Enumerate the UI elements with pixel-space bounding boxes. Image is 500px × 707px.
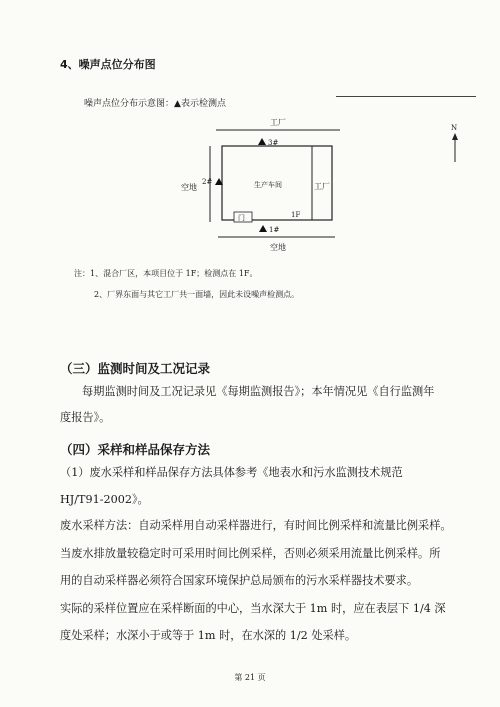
label-top-factory: 工厂 — [270, 118, 286, 127]
section4-line-7: 度处采样；水深小于或等于 1m 时，在水深的 1/2 处采样。 — [60, 629, 357, 642]
section4-line-6: 实际的采样位置应在采样断面的中心，当水深大于 1m 时，应在表层下 1/4 深 — [60, 602, 446, 615]
section3-title: （三）监测时间及工况记录 — [60, 361, 211, 376]
section3-line-1: 每期监测时间及工况记录见《每期监测报告》；本年情况见《自行监测年 — [82, 385, 435, 398]
section4-line-2: HJ/T91-2002》。 — [60, 493, 149, 506]
section-title-noise-map: 4、噪声点位分布图 — [60, 58, 156, 71]
section4-line-5: 用的自动采样器必须符合国家环境保护总局颁布的污水采样器技术要求。 — [60, 574, 419, 587]
section4-line-1: （1）废水采样和样品保存方法具体参考《地表水和污水监测技术规范 — [60, 466, 403, 479]
note-1: 注：1、混合厂区，本项目位于 1F；检测点在 1F。 — [74, 269, 258, 278]
section4-line-3: 废水采样方法：自动采样用自动采样器进行，有时间比例采样和流量比例采样。 — [60, 519, 452, 532]
page-number: 第 21 页 — [234, 673, 266, 682]
label-point3: 3# — [268, 139, 279, 147]
label-workshop: 生产车间 — [254, 181, 282, 189]
legend-triangle-icon: ▲ — [174, 99, 181, 109]
section3-line-2: 度报告》。 — [60, 411, 111, 424]
caption-text: 噪声点位分布示意图： — [84, 99, 175, 109]
point3-triangle-icon — [258, 138, 266, 145]
north-arrowhead-icon — [452, 133, 458, 140]
label-point1: 1# — [269, 226, 280, 234]
label-bottom-empty: 空地 — [270, 243, 286, 252]
label-floor: 1F — [291, 211, 301, 219]
label-right-factory: 工厂 — [314, 182, 330, 191]
label-door: 门 — [238, 214, 245, 222]
label-left-empty: 空地 — [181, 183, 197, 192]
label-point2: 2# — [202, 178, 213, 186]
north-label: N — [451, 124, 458, 132]
note-2: 2、厂界东面与其它工厂共一面墙，因此未设噪声检测点。 — [94, 290, 300, 299]
noise-point-diagram — [0, 0, 500, 300]
section4-line-4: 当废水排放量较稳定时可采用时间比例采样，否则必须采用流量比例采样。所 — [60, 547, 441, 560]
section4-title: （四）采样和样品保存方法 — [60, 442, 211, 457]
point1-triangle-icon — [259, 225, 267, 232]
legend-text: 表示检测点 — [180, 99, 226, 109]
